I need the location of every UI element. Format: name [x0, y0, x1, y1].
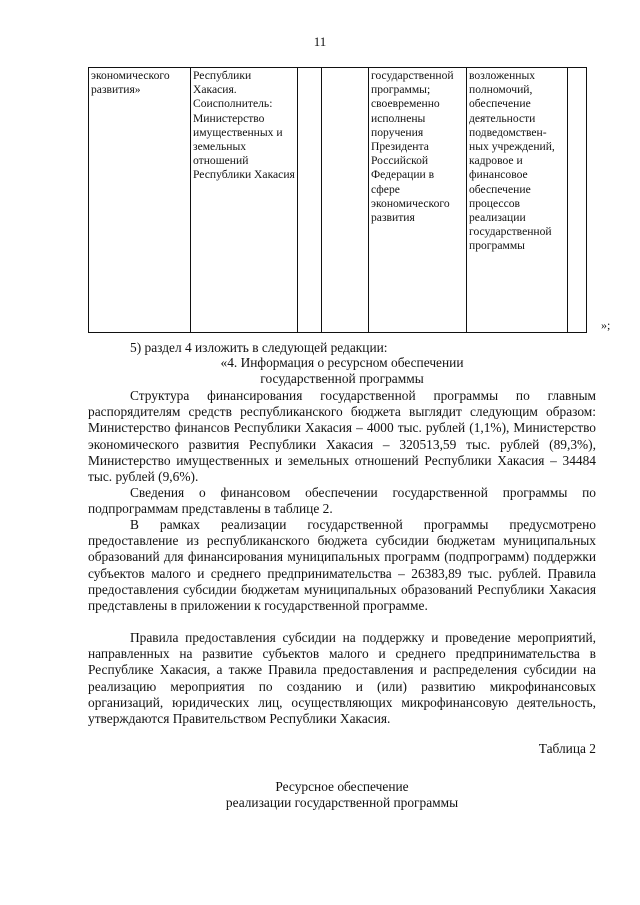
table-row	[89, 68, 587, 333]
section-heading-line2: государственной программы	[260, 371, 424, 386]
closing-quote: »;	[601, 318, 611, 332]
continued-table	[88, 67, 587, 333]
table-cell	[467, 68, 568, 333]
table-cell	[89, 68, 191, 333]
paragraph-rules: Правила предоставления субсидии на поддержку и проведение мероприятий, направленных на развитие субъектов малого и среднего предпринимательства в Республике Хакасия, а также Правила предоставления и распределения субсидии на реализацию мероприятия по созданию и (или) развитию микрофинансовых организаций, юридических лиц, осуществляющих микрофинансовую деятельность, утверждаются Правительством Республики Хакасия.	[88, 630, 596, 727]
table-caption-line1: Ресурсное обеспечение	[275, 779, 409, 794]
cell-text: экономического развития»	[91, 69, 170, 97]
paragraph-financing-structure: Структура финансирования государственной программы по главным распорядителям средств республиканского бюджета выглядит следующим образом: Министерство финансов Республики Хакасия – 4000 тыс. рублей (1,1%), Министерство экономического развития Республики Хакасия – 320513,59 тыс. рублей (89,3%), Министерство имущественных и земельных отношений Республики Хакасия – 34484 тыс. рублей (9,6%).	[88, 388, 596, 485]
table-cell	[369, 68, 467, 333]
page-number: 11	[313, 34, 327, 49]
table-label: Таблица 2	[538, 741, 596, 756]
table-cell	[191, 68, 298, 333]
section-intro: 5) раздел 4 изложить в следующей редакции:	[130, 340, 388, 355]
table-cell	[322, 68, 369, 333]
table-cell	[568, 68, 587, 333]
paragraph-financing-info: Сведения о финансовом обеспечении государственной программы по подпрограммам представлены в таблице 2.	[88, 485, 596, 517]
cell-text: Республики Хакасия. Соисполнитель: Министерство имущественных и земельных отношений Республики Хакасия	[193, 69, 295, 182]
paragraph-subsidies: В рамках реализации государственной программы предусмотрено предоставление из республиканского бюджета субсидии бюджетам муниципальных образований для финансирования муниципальных программ (подпрограмм) поддержки субъектов малого и среднего предпринимательства – 26383,89 тыс. рублей. Правила предоставления субсидии бюджетам муниципальных образований Республики Хакасия представлены в приложении к государственной программе.	[88, 517, 596, 614]
cell-text: государственной программы; своевременно исполнены поручения Президента Российской Федерации в сфере экономического развития	[371, 69, 454, 225]
table-cell	[298, 68, 322, 333]
table-caption-line2: реализации государственной программы	[225, 795, 459, 810]
cell-text: возложенных полномочий, обеспечение деятельности подведомствен-ных учреждений, кадровое и финансовое обеспечение процессов реализации государственной программы	[469, 69, 555, 253]
section-heading-line1: «4. Информация о ресурсном обеспечении	[220, 355, 464, 370]
